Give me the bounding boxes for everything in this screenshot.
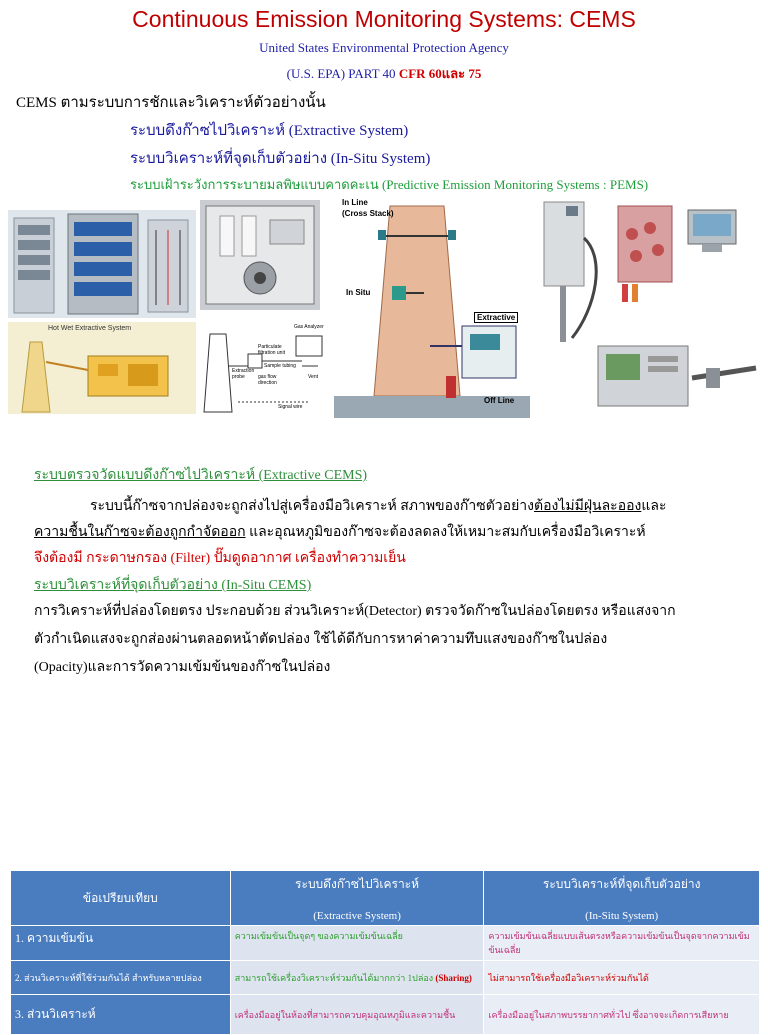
insitu-paragraph [34, 598, 754, 682]
row-label-analyzer: 3. ส่วนวิเคราะห์ [11, 995, 231, 1035]
pems-line: ระบบเฝ้าระวังการระบายมลพิษแบบคาดคะเน (Predictive Emission Monitoring Systems : PEMS) [130, 177, 649, 192]
row-extractive-concentration: ความเข้มข้นเป็นจุดๆ ของความเข้มข้นเฉลี่ย [230, 926, 484, 961]
insitu-cutaway-photo [610, 204, 680, 304]
extractive-paragraph [34, 494, 754, 572]
row-label-concentration: 1. ความเข้มข้น [11, 926, 231, 961]
hot-wet-extractive-diagram [8, 322, 196, 414]
regulation-prefix: (U.S. EPA) PART 40 [286, 66, 399, 81]
sketch-label-probe: Extraction probe [232, 368, 255, 380]
sketch-label-tubing: Sample tubing [264, 363, 296, 369]
row-extractive-sharing-text: สามารถใช้เครื่องวิเคราะห์ร่วมกันได้มากกว่า 1ปล่อง [234, 972, 436, 983]
stack-label-extractive: Extractive [474, 312, 518, 323]
header-extractive [230, 871, 484, 926]
sketch-label-gas-analyzer: Gas Analyzer [294, 324, 324, 330]
regulation-line [0, 63, 768, 84]
sketch-label-gas-flow: gas flow direction [258, 374, 277, 386]
sharing-tag: (Sharing) [435, 972, 472, 983]
sketch-label-vent: Vent [308, 374, 319, 380]
analyzer-interior-photo [200, 200, 320, 310]
extractive-line-2 [34, 520, 754, 546]
header-comparison: ข้อเปรียบเทียบ [11, 871, 231, 926]
analyzer-rack-photo [8, 210, 196, 318]
extractive-system-line: ระบบดึงก๊าซไปวิเคราะห์ (Extractive System) [130, 123, 409, 139]
stack-label-inline: In Line [342, 198, 368, 207]
row-extractive-sharing [230, 961, 484, 995]
row-insitu-analyzer: เครื่องมืออยู่ในสภาพบรรยากาศทั่วไป ซึ่งอาจจะเกิดการเสียหาย [484, 995, 760, 1035]
stack-diagram [334, 196, 530, 418]
table-row [11, 995, 760, 1035]
extractive-line-1a: ระบบนี้ก๊าซจากปล่องจะถูกส่งไปสู่เครื่องมือวิเคราะห์ สภาพของก๊าซตัวอย่าง [90, 499, 534, 514]
header-extractive-en: (Extractive System) [313, 909, 401, 922]
row-label-sharing: 2. ส่วนวิเคราะห์ที่ใช้ร่วมกันได้ สำหรับหลายปล่อง [11, 961, 231, 995]
bench-analyzer-photo [596, 338, 760, 418]
comparison-table [10, 870, 760, 1035]
extractive-moisture: ความชื้นในก๊าซจะต้องถูกกำจัดออก [34, 525, 246, 540]
insitu-line-1: การวิเคราะห์ที่ปล่องโดยตรง ประกอบด้วย ส่วนวิเคราะห์(Detector) ตรวจวัดก๊าซในปล่องโดยตรง หรือแสงจาก [34, 604, 676, 619]
row-insitu-sharing: ไม่สามารถใช้เครื่องมือวิเคราะห์ร่วมกันได้ [484, 961, 760, 995]
table-row [11, 961, 760, 995]
monitor-panel-photo [682, 206, 742, 256]
hot-wet-title: Hot Wet Extractive System [48, 325, 132, 332]
table-header-row [11, 871, 760, 926]
extractive-line-1 [34, 494, 754, 520]
cabinet-analyzer-photo [536, 198, 608, 348]
header-insitu-th: ระบบวิเคราะห์ที่จุดเก็บตัวอย่าง [542, 876, 701, 891]
extractive-line-1c: และ [641, 499, 667, 514]
row-insitu-concentration: ความเข้มข้นเฉลี่ยแบบเส้นตรงหรือความเข้มข้นเป็นจุดจากความเข้มข้นเฉลี่ย [484, 926, 760, 961]
row-extractive-analyzer: เครื่องมืออยู่ในห้องที่สามารถควบคุมอุณหภูมิและความชื้น [230, 995, 484, 1035]
table-row [11, 926, 760, 961]
header-insitu [484, 871, 760, 926]
regulation-cfr: CFR 60และ 75 [398, 66, 482, 81]
stack-label-cross: (Cross Stack) [342, 209, 394, 218]
header-extractive-th: ระบบดึงก๊าซไปวิเคราะห์ [295, 876, 420, 891]
extractive-no-dust: ต้องไม่มีฝุ่นละออง [533, 499, 642, 514]
insitu-heading: ระบบวิเคราะห์ที่จุดเก็บตัวอย่าง (In-Situ CEMS) [34, 578, 312, 593]
header-insitu-en: (In-Situ System) [585, 909, 659, 922]
sketch-label-signal: Signal wire [278, 404, 303, 410]
extractive-line-3: จึงต้องมี กระดาษกรอง (Filter) ปั๊มดูดอากาศ เครื่องทำความเย็น [34, 551, 406, 566]
agency-line: United States Environmental Protection Agency [259, 40, 509, 55]
intro-line: CEMS ตามระบบการชักและวิเคราะห์ตัวอย่างนั้น [16, 95, 326, 111]
sketch-label-filter: Particulate filtration unit [258, 344, 285, 356]
stack-label-insitu: In Situ [346, 288, 371, 297]
insitu-line-3: (Opacity)และการวัดความเข้มข้นของก๊าซในปล่อง [34, 660, 331, 675]
page-title: Continuous Emission Monitoring Systems: CEMS [132, 6, 636, 32]
extraction-sketch [198, 314, 330, 414]
extractive-line-2b: และอุณหภูมิของก๊าซจะต้องลดลงให้เหมาะสมกับเครื่องมือวิเคราะห์ [245, 525, 646, 540]
insitu-system-line: ระบบวิเคราะห์ที่จุดเก็บตัวอย่าง (In-Situ System) [130, 151, 431, 167]
extractive-heading: ระบบตรวจวัดแบบดึงก๊าซไปวิเคราะห์ (Extractive CEMS) [34, 468, 368, 483]
stack-label-offline: Off Line [484, 396, 515, 405]
insitu-line-2: ตัวกำเนิดแสงจะถูกส่องผ่านตลอดหน้าตัดปล่อง ใช้ได้ดีกับการหาค่าความทึบแสงของก๊าซในปล่อง [34, 632, 608, 647]
